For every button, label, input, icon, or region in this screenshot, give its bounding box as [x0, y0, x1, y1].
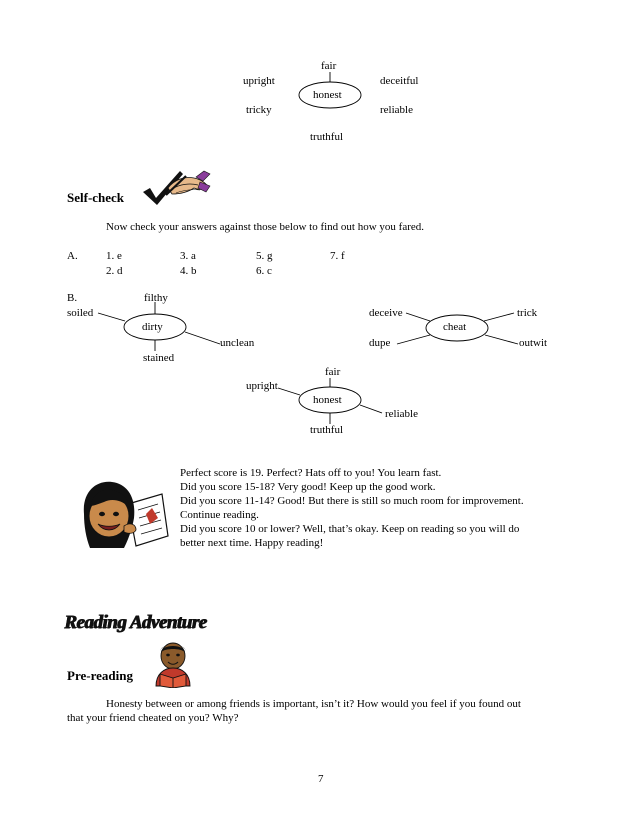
dirty-word-unclean: unclean	[220, 337, 255, 349]
dirty-word-stained: stained	[143, 352, 175, 364]
cheat-connector-deceive	[406, 313, 430, 321]
pre-reading-heading: Pre-reading	[67, 668, 133, 683]
dirty-connector-soiled	[98, 313, 125, 321]
boy-reading-book-icon	[150, 638, 196, 688]
page-number: 7	[318, 773, 324, 785]
score-line-1: Perfect score is 19. Perfect? Hats off to you! You learn fast.	[180, 467, 442, 479]
cheat-web-center: cheat	[443, 321, 467, 333]
answer-1: 1. e	[106, 250, 122, 262]
answer-7: 7. f	[330, 250, 345, 262]
answer-5: 5. g	[256, 250, 273, 262]
dirty-connector-unclean	[185, 332, 220, 344]
reading-adventure-title: Reading Adventure	[64, 612, 207, 633]
top-web-word-deceitful: deceitful	[380, 75, 419, 87]
dirty-web-center: dirty	[142, 321, 163, 333]
top-web-word-fair: fair	[321, 60, 337, 72]
self-check-heading: Self-check	[67, 190, 125, 205]
answer-6: 6. c	[256, 265, 272, 277]
top-web-center: honest	[313, 89, 342, 101]
answer-3: 3. a	[180, 250, 196, 262]
answers-b-label: B.	[67, 292, 78, 304]
cheat-word-dupe: dupe	[369, 337, 391, 349]
top-web-word-tricky: tricky	[246, 104, 272, 116]
answer-2: 2. d	[106, 265, 123, 277]
self-check-instruction: Now check your answers against those below to find out how you fared.	[106, 221, 425, 233]
cheat-word-outwit: outwit	[519, 337, 548, 349]
score-line-6: better next time. Happy reading!	[180, 537, 324, 549]
score-line-2: Did you score 15-18? Very good! Keep up the good work.	[180, 481, 436, 493]
honest-connector-reliable	[360, 405, 382, 413]
honest-word-truthful: truthful	[310, 424, 343, 436]
cheat-connector-dupe	[397, 335, 430, 344]
dirty-word-filthy: filthy	[144, 292, 168, 304]
answers-a-label: A.	[67, 250, 78, 262]
top-web-word-reliable: reliable	[380, 104, 413, 116]
pre-reading-text-line-1: Honesty between or among friends is important, isn’t it? How would you feel if you found out	[106, 698, 521, 710]
honest-word-fair: fair	[325, 366, 341, 378]
score-line-5: Did you score 10 or lower? Well, that’s okay. Keep on reading so you will do	[180, 523, 520, 535]
score-line-4: Continue reading.	[180, 509, 259, 521]
top-web-word-upright: upright	[243, 75, 275, 87]
honest-connector-upright	[278, 388, 300, 395]
dirty-word-soiled: soiled	[67, 307, 94, 319]
cheat-connector-outwit	[485, 335, 518, 344]
cheat-word-deceive: deceive	[369, 307, 403, 319]
score-line-3: Did you score 11-14? Good! But there is still so much room for improvement.	[180, 495, 524, 507]
cheat-connector-trick	[484, 313, 514, 321]
answer-4: 4. b	[180, 265, 197, 277]
top-web-word-truthful: truthful	[310, 131, 343, 143]
girl-with-paper-icon	[78, 474, 170, 554]
checkmark-pencil-icon	[140, 168, 212, 208]
cheat-word-trick: trick	[517, 307, 538, 319]
honest-word-reliable: reliable	[385, 408, 418, 420]
honest-word-upright: upright	[246, 380, 278, 392]
pre-reading-text-line-2: that your friend cheated on you? Why?	[67, 712, 239, 724]
honest-web-center: honest	[313, 394, 342, 406]
